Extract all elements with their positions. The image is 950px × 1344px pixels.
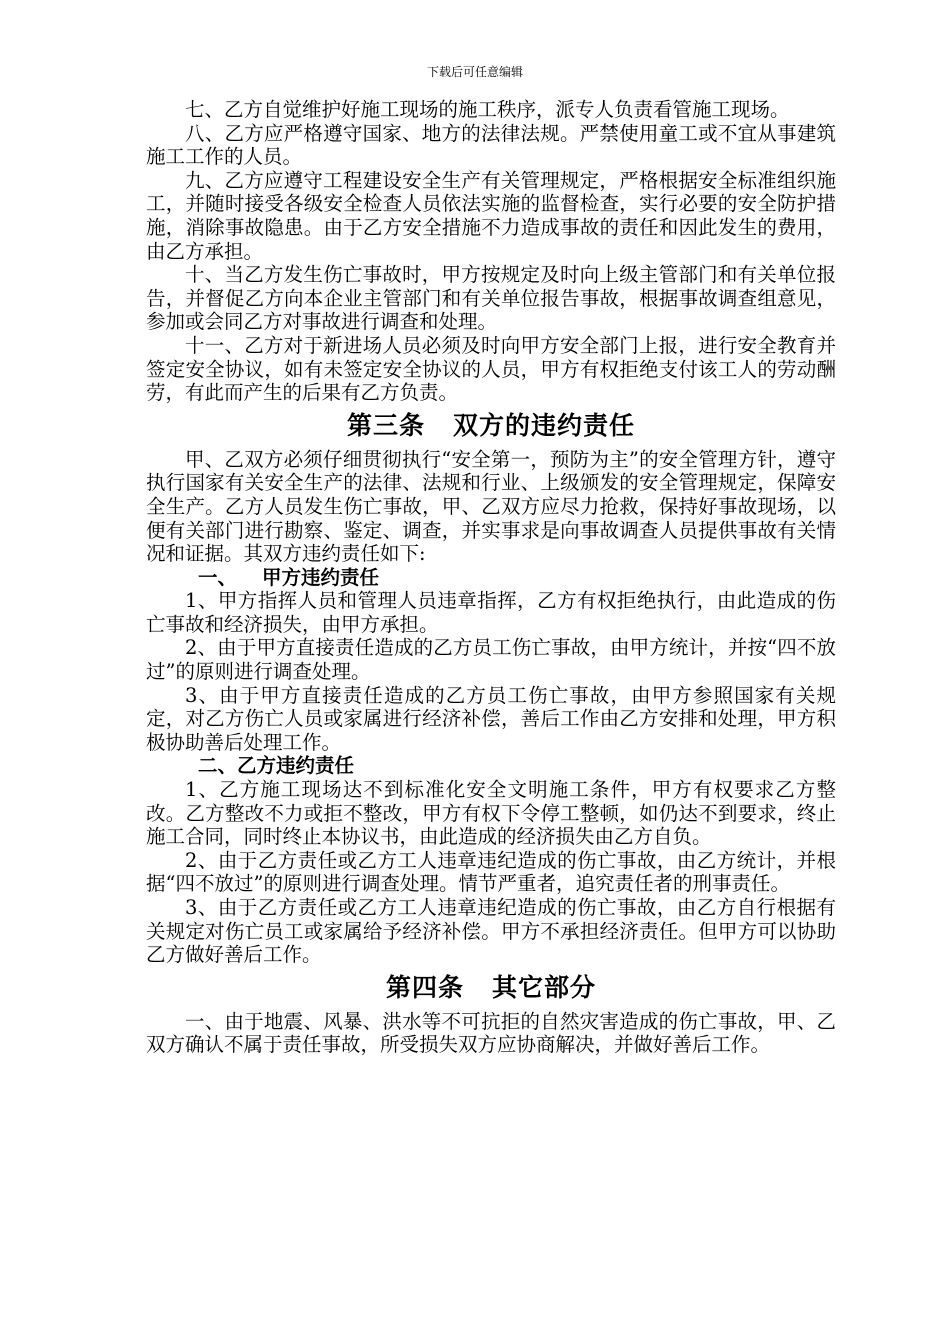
paragraph-clause-10: 十、当乙方发生伤亡事故时，甲方按规定及时向上级主管部门和有关单位报告，并督促乙方向本企业主管部门和有关单位报告事故，根据事故调查组意见，参加或会同乙方对事故进行调查和处理。 xyxy=(146,263,836,334)
paragraph-clause-11: 十一、乙方对于新进场人员必须及时向甲方安全部门上报，进行安全教育并签定安全协议，如有未签定安全协议的人员，甲方有权拒绝支付该工人的劳动酬劳，有此而产生的后果有乙方负责。 xyxy=(146,333,836,405)
party-a-item-1: 1、甲方指挥人员和管理人员违章指挥，乙方有权拒绝执行，由此造成的伤亡事故和经济损失，由甲方承担。 xyxy=(146,589,836,636)
article-4-heading xyxy=(146,973,836,1003)
document-body xyxy=(146,98,836,1057)
party-a-item-2: 2、由于甲方直接责任造成的乙方员工伤亡事故，由甲方统计，并按“四不放过”的原则进行调查处理。 xyxy=(146,636,836,684)
paragraph-clause-7: 七、乙方自觉维护好施工现场的施工秩序，派专人负责看管施工现场。 xyxy=(185,98,790,121)
section-party-b-heading: 二、乙方违约责任 xyxy=(198,754,355,778)
section-party-a-number: 一、 xyxy=(198,565,238,589)
article-4-title: 其它部分 xyxy=(492,972,597,1002)
party-a-item-3: 3、由于甲方直接责任造成的乙方员工伤亡事故，由甲方参照国家有关规定，对乙方伤亡人员或家属进行经济补偿，善后工作由乙方安排和处理，甲方积极协助善后处理工作。 xyxy=(146,683,836,754)
section-party-a-title: 甲方违约责任 xyxy=(262,565,380,589)
party-b-item-2: 2、由于乙方责任或乙方工人违章违纪造成的伤亡事故，由乙方统计，并根据“四不放过”的原则进行调查处理。情节严重者，追究责任者的刑事责任。 xyxy=(146,848,836,896)
article-3-intro: 甲、乙双方必须仔细贯彻执行“安全第一，预防为主”的安全管理方针，遵守执行国家有关安全生产的法律、法规和行业、上级颁发的安全管理规定，保障安全生产。乙方人员发生伤亡事故，甲、乙双方应尽力抢救，保持好事故现场，以便有关部门进行勘察、鉴定、调查，并实事求是向事故调查人员提供事故有关情况和证据。其双方违约责任如下: xyxy=(146,447,836,566)
article-4-number: 第四条 xyxy=(385,972,464,1002)
article-3-heading xyxy=(146,411,836,441)
header-note: 下载后可任意编辑 xyxy=(426,65,523,79)
section-party-a-heading xyxy=(146,566,836,590)
paragraph-clause-9: 九、乙方应遵守工程建设安全生产有关管理规定，严格根据安全标准组织施工，并随时接受各级安全检查人员依法实施的监督检查，实行必要的安全防护措施，消除事故隐患。由于乙方安全措施不力造成事故的责任和因此发生的费用，由乙方承担。 xyxy=(146,168,836,263)
party-b-item-1: 1、乙方施工现场达不到标准化安全文明施工条件，甲方有权要求乙方整改。乙方整改不力或拒不整改，甲方有权下令停工整顿，如仍达不到要求，终止施工合同，同时终止本协议书，由此造成的经济损失由乙方自负。 xyxy=(146,778,836,849)
party-b-item-3: 3、由于乙方责任或乙方工人违章违纪造成的伤亡事故，由乙方自行根据有关规定对伤亡员工或家属给予经济补偿。甲方不承担经济责任。但甲方可以协助乙方做好善后工作。 xyxy=(146,896,836,967)
article-3-title: 双方的违约责任 xyxy=(453,410,636,440)
article-3-number: 第三条 xyxy=(346,410,425,440)
article-4-item-1: 一、由于地震、风暴、洪水等不可抗拒的自然灾害造成的伤亡事故，甲、乙双方确认不属于责任事故，所受损失双方应协商解决，并做好善后工作。 xyxy=(146,1009,836,1057)
paragraph-clause-8: 八、乙方应严格遵守国家、地方的法律法规。严禁使用童工或不宜从事建筑施工工作的人员。 xyxy=(146,121,836,169)
